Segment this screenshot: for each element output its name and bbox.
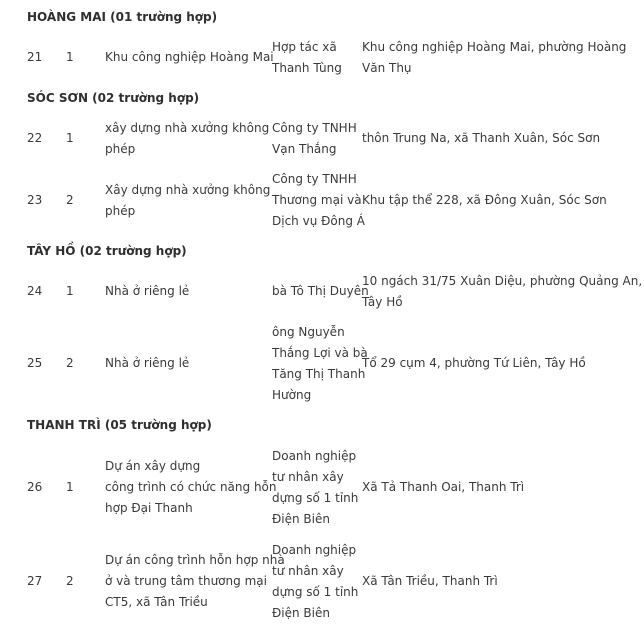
section-title-thanh-tri: THANH TRÌ (05 trường hợp) <box>27 418 212 432</box>
text-line: Tây Hồ <box>362 295 403 309</box>
violation-description <box>105 353 265 374</box>
violation-description <box>105 47 274 68</box>
violation-description <box>105 281 265 302</box>
violation-location <box>362 128 617 149</box>
violation-location <box>362 190 617 211</box>
text-line: Nhà ở riêng lẻ <box>105 356 190 370</box>
violator-name <box>272 540 362 624</box>
violator-name <box>272 169 365 232</box>
text-line: Tăng Thị Thanh <box>272 367 366 381</box>
violator-name <box>272 322 368 406</box>
text-line: Khu công nghiệp Hoàng Mai <box>105 50 274 64</box>
row-number: 1 <box>66 131 74 145</box>
text-line: Xây dựng nhà xưởng không <box>105 183 271 197</box>
violator-name <box>272 118 362 160</box>
violation-location <box>362 477 617 498</box>
violation-location <box>362 571 617 592</box>
text-line: Doanh nghiệp <box>272 449 357 463</box>
row-index: 27 <box>27 574 43 588</box>
text-line: Dự án công trình hỗn hợp nhà <box>105 553 285 567</box>
text-line: Vạn Thắng <box>272 142 337 156</box>
text-line: 10 ngách 31/75 Xuân Diệu, phường Quảng An, <box>362 274 643 288</box>
text-line: tư nhân xây <box>272 564 344 578</box>
text-line: Doanh nghiệp <box>272 543 357 557</box>
violation-description <box>105 118 270 160</box>
text-line: Thương mại và <box>272 193 362 207</box>
section-title-hoang-mai: HOÀNG MAI (01 trường hợp) <box>27 10 218 24</box>
text-line: Hợp tác xã <box>272 40 337 54</box>
violation-location <box>362 271 643 313</box>
text-line: Xã Tân Triều, Thanh Trì <box>362 574 498 588</box>
violator-name <box>272 281 369 302</box>
row-index: 25 <box>27 356 43 370</box>
text-line: công trình có chức năng hỗn <box>105 480 277 494</box>
text-line: Văn Thụ <box>362 61 412 75</box>
text-line: dựng số 1 tỉnh <box>272 585 359 599</box>
text-line: Dự án xây dựng <box>105 459 201 473</box>
text-line: CT5, xã Tân Triều <box>105 595 208 609</box>
row-number: 2 <box>66 356 74 370</box>
text-line: Thắng Lợi và bà <box>272 346 368 360</box>
text-line: ở và trung tâm thương mại <box>105 574 267 588</box>
row-index: 26 <box>27 480 43 494</box>
row-index: 21 <box>27 50 43 64</box>
row-index: 24 <box>27 284 43 298</box>
text-line: Khu tập thể 228, xã Đông Xuân, Sóc Sơn <box>362 193 607 207</box>
violator-name <box>272 446 362 530</box>
text-line: thôn Trung Na, xã Thanh Xuân, Sóc Sơn <box>362 131 601 145</box>
text-line: Công ty TNHH <box>272 121 357 135</box>
text-line: Công ty TNHH <box>272 172 357 186</box>
row-number: 1 <box>66 50 74 64</box>
row-index: 22 <box>27 131 43 145</box>
row-number: 1 <box>66 284 74 298</box>
text-line: Nhà ở riêng lẻ <box>105 284 190 298</box>
text-line: phép <box>105 142 136 156</box>
text-line: Điện Biên <box>272 512 330 526</box>
violation-description <box>105 180 271 222</box>
text-line: ông Nguyễn <box>272 325 345 339</box>
violator-name <box>272 37 362 79</box>
text-line: Tổ 29 cụm 4, phường Tứ Liên, Tây Hồ <box>362 356 586 370</box>
text-line: Xã Tả Thanh Oai, Thanh Trì <box>362 480 525 494</box>
section-title-tay-ho: TÂY HỒ (02 trường hợp) <box>27 244 187 258</box>
section-title-soc-son: SÓC SƠN (02 trường hợp) <box>27 91 200 105</box>
text-line: dựng số 1 tỉnh <box>272 491 359 505</box>
row-number: 1 <box>66 480 74 494</box>
row-number: 2 <box>66 574 74 588</box>
text-line: Khu công nghiệp Hoàng Mai, phường Hoàng <box>362 40 627 54</box>
violation-description <box>105 550 285 613</box>
text-line: xây dựng nhà xưởng không <box>105 121 270 135</box>
text-line: Thanh Tùng <box>272 61 342 75</box>
row-number: 2 <box>66 193 74 207</box>
violation-location <box>362 37 627 79</box>
violation-description <box>105 456 277 519</box>
text-line: Hường <box>272 388 312 402</box>
text-line: Dịch vụ Đông Á <box>272 214 365 228</box>
violation-location <box>362 353 617 374</box>
text-line: bà Tô Thị Duyên <box>272 284 369 298</box>
text-line: phép <box>105 204 136 218</box>
text-line: Điện Biên <box>272 606 330 620</box>
text-line: hợp Đại Thanh <box>105 501 193 515</box>
row-index: 23 <box>27 193 43 207</box>
text-line: tư nhân xây <box>272 470 344 484</box>
